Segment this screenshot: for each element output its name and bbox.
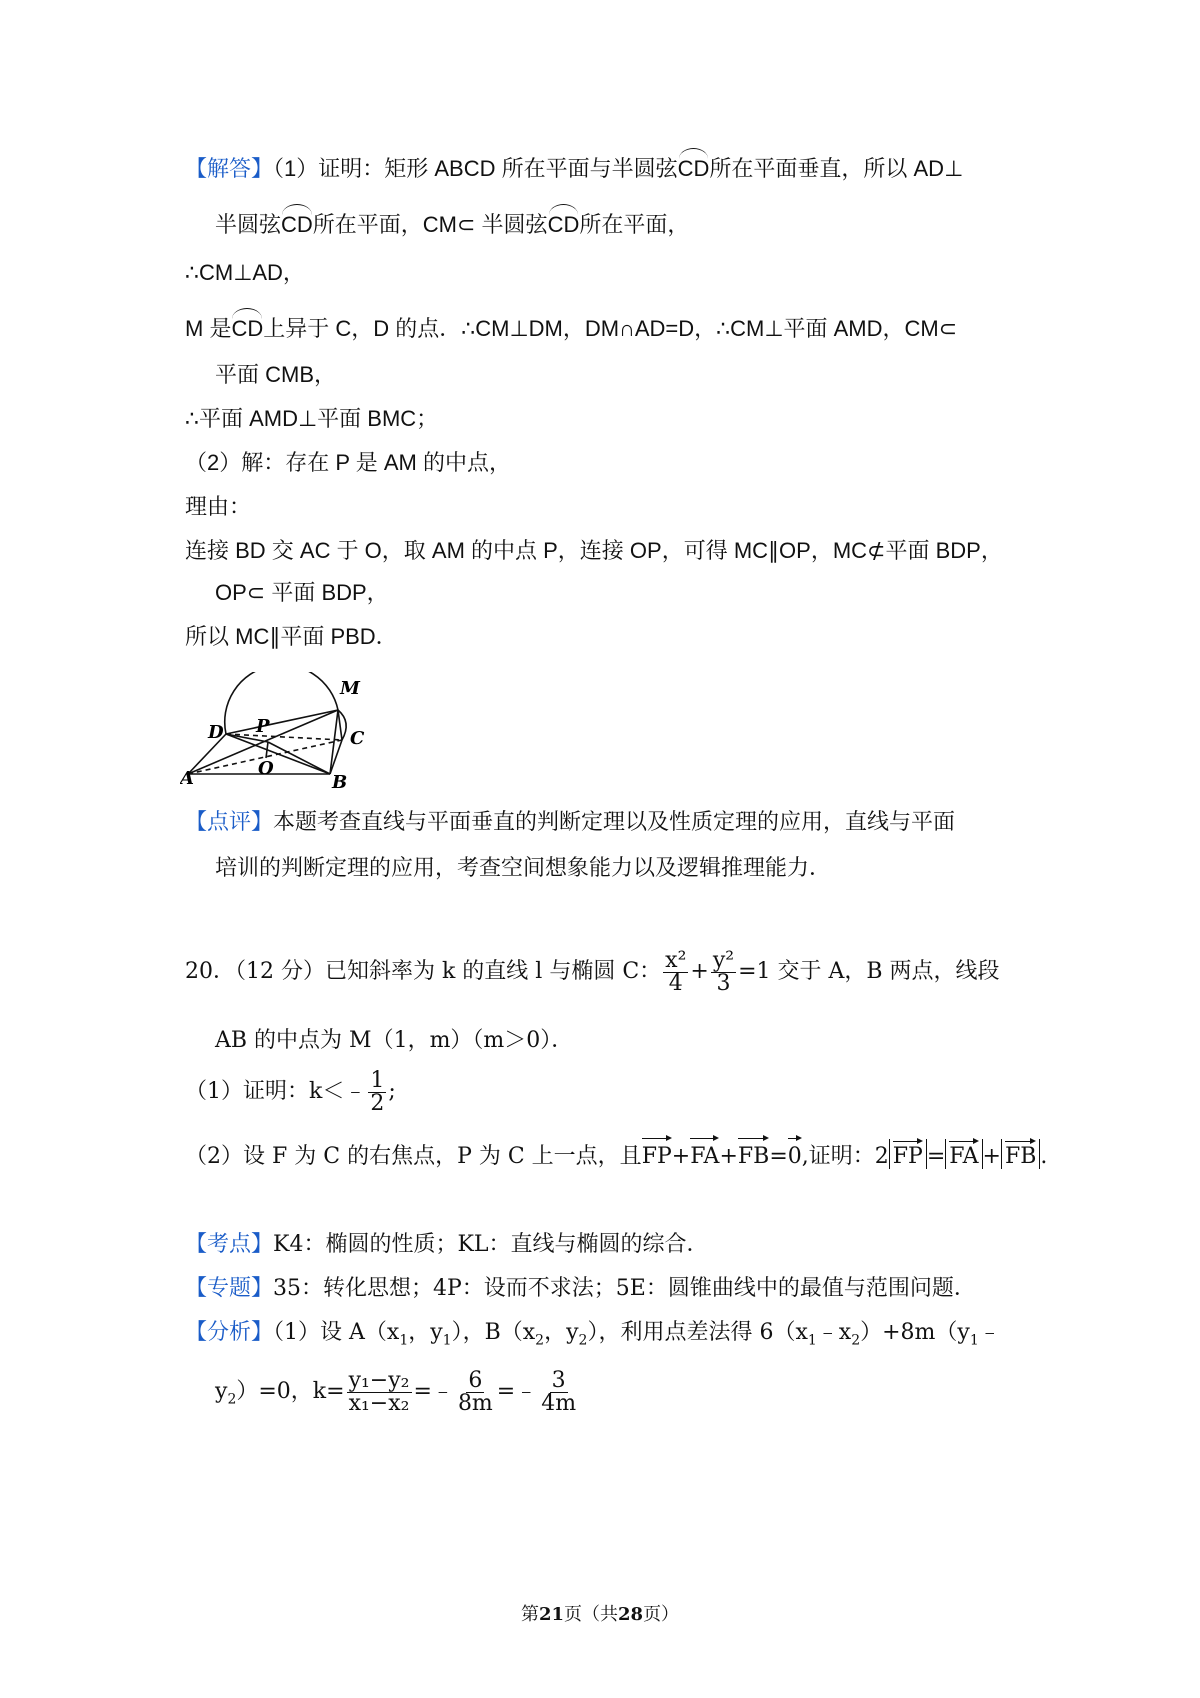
label-p: P	[256, 716, 270, 737]
answer-line-1: 【解答】（1）证明：矩形 ABCD 所在平面与半圆弦CD所在平面垂直，所以 AD⊥	[185, 150, 963, 184]
geometry-figure	[180, 672, 380, 792]
answer-part2-line-4: OP⊂ 平面 BDP，	[215, 580, 389, 605]
answer-tag: 【解答】	[185, 156, 274, 181]
label-a: A	[180, 768, 194, 789]
label-o: O	[258, 758, 274, 779]
edge-d-m	[226, 710, 338, 734]
abs-fb: FB	[1001, 1139, 1040, 1169]
answer-line-5: 平面 CMB，	[215, 362, 337, 387]
arc-cd: CD	[548, 206, 580, 240]
fraction-y2-over-3: $\frac{\text{y²}}{3}$	[712, 947, 735, 996]
answer-part2-line-1: （2）解：存在 P 是 AM 的中点，	[185, 450, 511, 475]
question-20-line-2: AB 的中点为 M（1，m）（m＞0）．	[215, 1028, 574, 1053]
fenxi-line-1: 【分析】（1）设 $A(x_1$，$y_1$），$B(x_2$，$y_2$），利用点差法得 $6(x_1﹣x_2)+8m(y_1﹣$	[185, 1320, 1001, 1349]
answer-part2-line-3: 连接 BD 交 AC 于 O，取 AM 的中点 P，连接 OP，可得 MC∥OP，MC⊄平面 BDP，	[185, 538, 1003, 563]
fenxi-tag: 【分析】	[185, 1320, 274, 1345]
question-20-line-1: 20．（12 分）已知斜率为 k 的直线 l 与椭圆 C： $\frac{\text{x²}}{4}$ + $\frac{\text{y²}}{3}$ =1 交于 A，B 两点，线段	[185, 947, 1000, 996]
comment-line-1: 【点评】本题考查直线与平面垂直的判断定理以及性质定理的应用，直线与平面	[185, 810, 956, 835]
label-d: D	[208, 722, 224, 743]
arc-cd: CD	[281, 206, 313, 240]
question-20-part-2: （2）设 F 为 C 的右焦点，P 为 C 上一点，且FP+FA+FB=0,证明：2 FP = FA + FB .	[185, 1136, 1047, 1172]
page-number: 21	[538, 1604, 564, 1625]
edge-p-b	[268, 742, 330, 774]
zhuanti-tag: 【专题】	[185, 1276, 274, 1301]
page-total: 28	[618, 1604, 644, 1625]
label-b: B	[332, 772, 348, 792]
vector-fb: FB	[738, 1136, 769, 1172]
kaodian-line: 【考点】K4：椭圆的性质；KL：直线与椭圆的综合．	[185, 1232, 709, 1257]
arc-cd: CD	[231, 310, 263, 344]
answer-part2-line-2: 理由：	[185, 494, 252, 519]
answer-part2-line-5: 所以 MC∥平面 PBD．	[185, 624, 398, 649]
page-footer: 第21页（共28页）	[520, 1604, 680, 1625]
question-20-part-1: （1）证明：k＜﹣ $\frac{1}{2}$ ;	[185, 1067, 396, 1116]
arc-cd: CD	[678, 150, 710, 184]
vector-fa: FA	[690, 1136, 719, 1172]
answer-line-3: ∴CM⊥AD，	[185, 260, 305, 285]
kaodian-tag: 【考点】	[185, 1232, 274, 1257]
abs-fp: FP	[889, 1139, 927, 1169]
fraction-k: $\frac{\text{y₁−y₂}}{\text{x₁−x₂}}$	[348, 1367, 410, 1416]
zhuanti-line: 【专题】35：转化思想；4P：设而不求法；5E：圆锥曲线中的最值与范围问题．	[185, 1276, 976, 1301]
comment-tag: 【点评】	[185, 810, 274, 835]
abs-fa: FA	[945, 1139, 982, 1169]
label-c: C	[350, 728, 365, 749]
comment-line-2: 培训的判断定理的应用，考查空间想象能力以及逻辑推理能力．	[215, 856, 832, 881]
fenxi-line-2: $y_2)=0$，k= $\frac{\text{y₁−y₂}}{\text{x₁−x₂}}$ =﹣ $\frac{6}{8m}$ =﹣ $\frac{3}{4m}$	[215, 1367, 577, 1416]
fraction-3-over-4m: $\frac{3}{4m}$	[541, 1367, 577, 1416]
vector-zero: 0	[788, 1136, 802, 1172]
fraction-1-over-2: $\frac{1}{2}$	[370, 1067, 385, 1116]
label-m: M	[340, 678, 360, 699]
answer-line-4: M 是CD上异于 C，D 的点．∴CM⊥DM，DM∩AD=D，∴CM⊥平面 AMD，CM⊂	[185, 310, 957, 344]
vector-fp: FP	[642, 1136, 672, 1172]
fraction-x2-over-4: $\frac{\text{x²}}{4}$	[665, 947, 687, 996]
fraction-6-over-8m: $\frac{6}{8m}$	[457, 1367, 493, 1416]
answer-line-6: ∴平面 AMD⊥平面 BMC；	[185, 406, 439, 431]
answer-line-2: 半圆弦CD所在平面，CM⊂ 半圆弦CD所在平面，	[215, 206, 689, 240]
semicircle-arc	[225, 672, 338, 734]
